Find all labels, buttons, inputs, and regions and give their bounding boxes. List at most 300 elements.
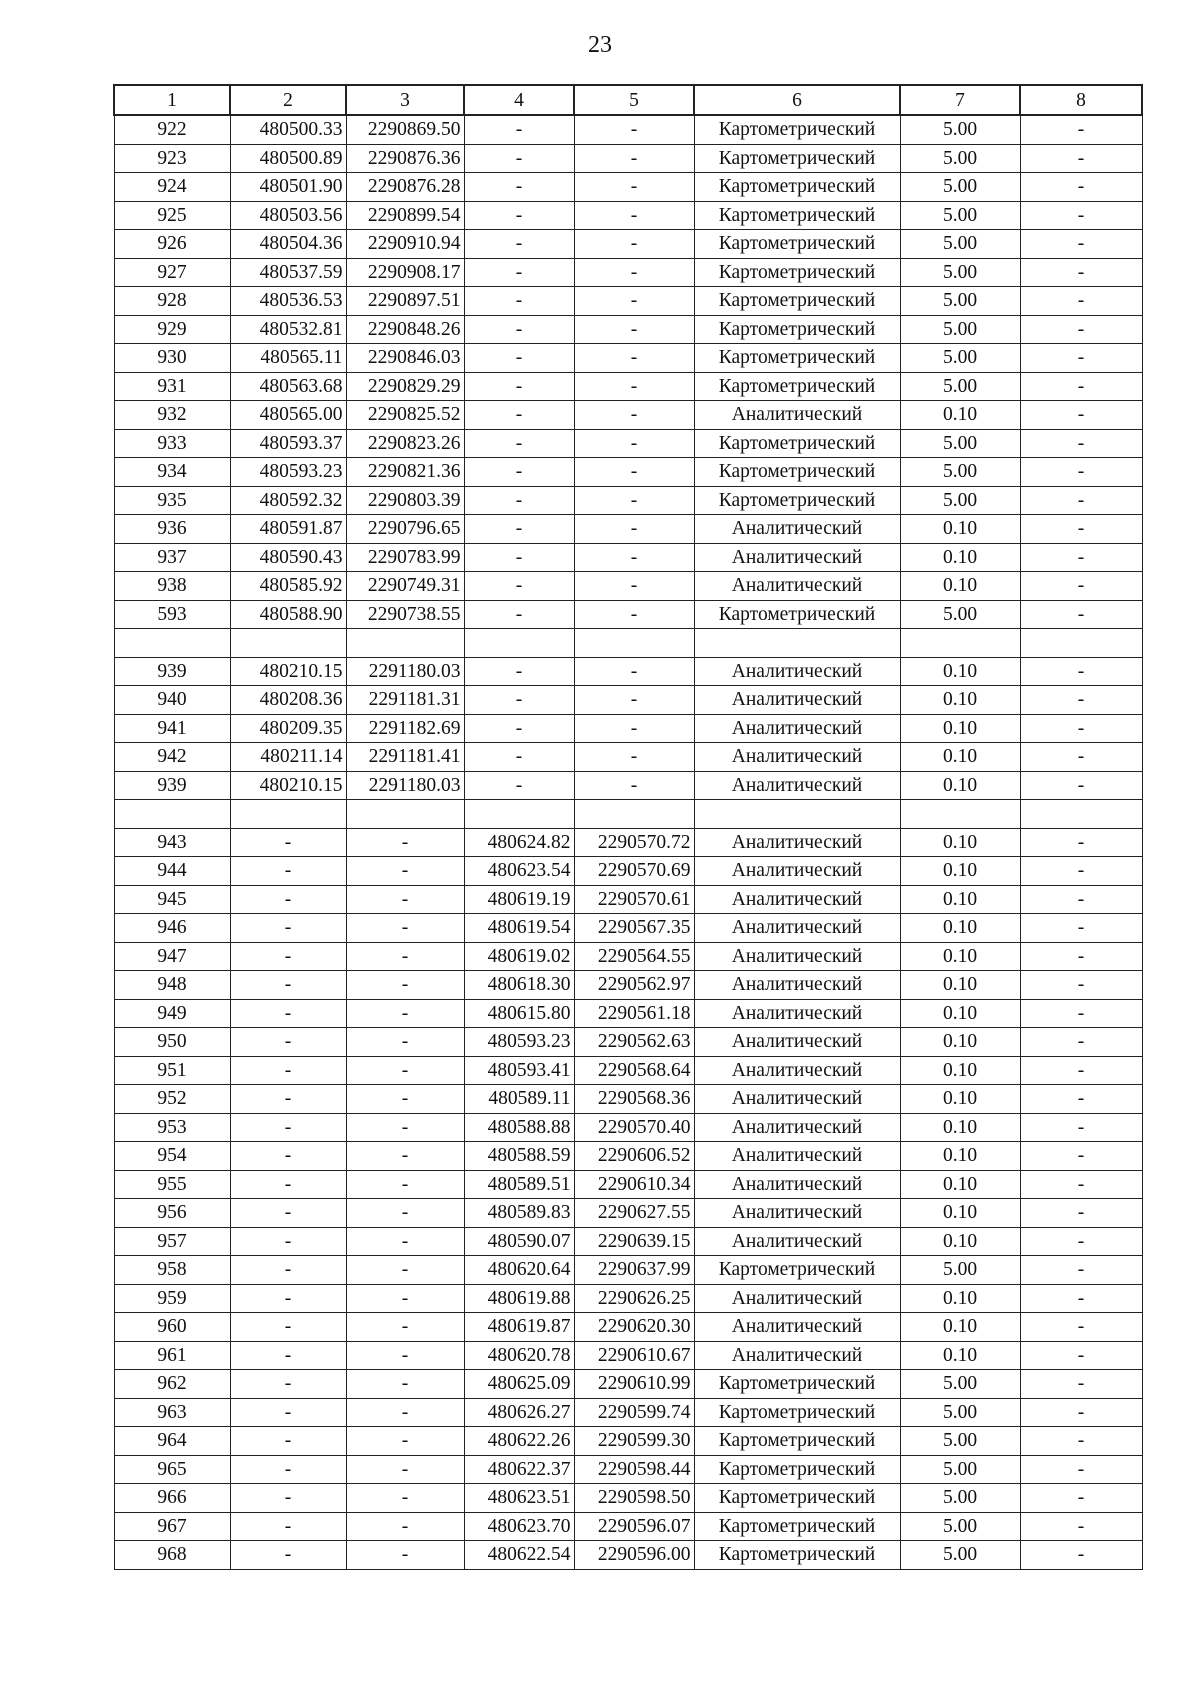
description-cell	[1020, 629, 1142, 658]
accuracy-cell: 5.00	[900, 486, 1020, 515]
table-row	[114, 999, 1142, 1028]
y-coord-alt-cell: 2290620.30	[574, 1313, 694, 1342]
description-cell: -	[1020, 885, 1142, 914]
x-coord-cell: 480208.36	[230, 686, 346, 715]
x-coord-cell: 480209.35	[230, 714, 346, 743]
y-coord-cell: -	[346, 1113, 464, 1142]
y-coord-alt-cell: -	[574, 173, 694, 202]
x-coord-alt-cell: 480620.78	[464, 1341, 574, 1370]
y-coord-cell: -	[346, 1370, 464, 1399]
point-number-cell: 964	[114, 1427, 230, 1456]
method-cell: Картометрический	[694, 201, 900, 230]
method-cell: Картометрический	[694, 458, 900, 487]
description-cell: -	[1020, 258, 1142, 287]
method-cell: Аналитический	[694, 914, 900, 943]
column-header-2: 2	[230, 85, 346, 115]
point-number-cell: 929	[114, 315, 230, 344]
description-cell: -	[1020, 287, 1142, 316]
page-number: 23	[588, 32, 612, 58]
accuracy-cell: 0.10	[900, 771, 1020, 800]
y-coord-alt-cell: -	[574, 230, 694, 259]
method-cell: Картометрический	[694, 344, 900, 373]
x-coord-cell: -	[230, 828, 346, 857]
x-coord-cell: 480588.90	[230, 600, 346, 629]
description-cell: -	[1020, 372, 1142, 401]
method-cell: Аналитический	[694, 657, 900, 686]
accuracy-cell: 0.10	[900, 1341, 1020, 1370]
method-cell: Аналитический	[694, 1199, 900, 1228]
y-coord-cell: 2290846.03	[346, 344, 464, 373]
method-cell: Аналитический	[694, 1170, 900, 1199]
table-row	[114, 344, 1142, 373]
table-row	[114, 971, 1142, 1000]
point-number-cell: 943	[114, 828, 230, 857]
description-cell: -	[1020, 771, 1142, 800]
table-row	[114, 1484, 1142, 1513]
method-cell: Картометрический	[694, 372, 900, 401]
table-row	[114, 1541, 1142, 1570]
x-coord-cell: -	[230, 1284, 346, 1313]
x-coord-cell: -	[230, 971, 346, 1000]
accuracy-cell: 5.00	[900, 1484, 1020, 1513]
table-row	[114, 942, 1142, 971]
x-coord-cell: 480532.81	[230, 315, 346, 344]
x-coord-alt-cell: -	[464, 401, 574, 430]
x-coord-cell: -	[230, 857, 346, 886]
accuracy-cell: 5.00	[900, 1541, 1020, 1570]
y-coord-alt-cell: -	[574, 657, 694, 686]
description-cell: -	[1020, 115, 1142, 144]
x-coord-cell: -	[230, 1170, 346, 1199]
description-cell: -	[1020, 572, 1142, 601]
point-number-cell: 939	[114, 657, 230, 686]
point-number-cell: 950	[114, 1028, 230, 1057]
x-coord-alt-cell: -	[464, 429, 574, 458]
x-coord-alt-cell: -	[464, 771, 574, 800]
x-coord-alt-cell: 480593.23	[464, 1028, 574, 1057]
y-coord-cell: -	[346, 1085, 464, 1114]
table-row	[114, 115, 1142, 144]
description-cell: -	[1020, 1541, 1142, 1570]
x-coord-alt-cell: 480589.83	[464, 1199, 574, 1228]
accuracy-cell: 0.10	[900, 857, 1020, 886]
point-number-cell: 925	[114, 201, 230, 230]
x-coord-alt-cell: -	[464, 458, 574, 487]
x-coord-alt-cell: 480588.88	[464, 1113, 574, 1142]
description-cell: -	[1020, 230, 1142, 259]
method-cell	[694, 629, 900, 658]
accuracy-cell: 0.10	[900, 1313, 1020, 1342]
description-cell: -	[1020, 600, 1142, 629]
table-row	[114, 857, 1142, 886]
point-number-cell: 962	[114, 1370, 230, 1399]
x-coord-alt-cell: -	[464, 714, 574, 743]
table-row	[114, 543, 1142, 572]
table-row	[114, 714, 1142, 743]
method-cell	[694, 800, 900, 829]
description-cell: -	[1020, 1341, 1142, 1370]
accuracy-cell: 5.00	[900, 1427, 1020, 1456]
point-number-cell: 963	[114, 1398, 230, 1427]
y-coord-cell: -	[346, 1284, 464, 1313]
y-coord-cell: 2290821.36	[346, 458, 464, 487]
x-coord-alt-cell: -	[464, 686, 574, 715]
point-number-cell: 961	[114, 1341, 230, 1370]
column-header-3: 3	[346, 85, 464, 115]
x-coord-cell: -	[230, 1484, 346, 1513]
method-cell: Картометрический	[694, 258, 900, 287]
y-coord-alt-cell: 2290562.97	[574, 971, 694, 1000]
point-number-cell: 949	[114, 999, 230, 1028]
y-coord-alt-cell: 2290568.64	[574, 1056, 694, 1085]
x-coord-cell: -	[230, 999, 346, 1028]
description-cell: -	[1020, 1170, 1142, 1199]
table-row	[114, 1313, 1142, 1342]
method-cell: Картометрический	[694, 173, 900, 202]
y-coord-cell: 2291181.41	[346, 743, 464, 772]
accuracy-cell: 0.10	[900, 885, 1020, 914]
point-number-cell: 931	[114, 372, 230, 401]
method-cell: Аналитический	[694, 999, 900, 1028]
accuracy-cell: 0.10	[900, 1284, 1020, 1313]
accuracy-cell: 5.00	[900, 344, 1020, 373]
y-coord-alt-cell: -	[574, 429, 694, 458]
y-coord-cell: -	[346, 1541, 464, 1570]
point-number-cell: 593	[114, 600, 230, 629]
point-number-cell: 924	[114, 173, 230, 202]
point-number-cell: 934	[114, 458, 230, 487]
point-number-cell: 927	[114, 258, 230, 287]
y-coord-alt-cell: 2290570.40	[574, 1113, 694, 1142]
accuracy-cell: 0.10	[900, 942, 1020, 971]
y-coord-cell: -	[346, 1256, 464, 1285]
y-coord-cell: 2291180.03	[346, 657, 464, 686]
point-number-cell: 965	[114, 1455, 230, 1484]
x-coord-cell: -	[230, 1370, 346, 1399]
column-header-6: 6	[694, 85, 900, 115]
y-coord-cell: 2290899.54	[346, 201, 464, 230]
method-cell: Аналитический	[694, 971, 900, 1000]
y-coord-alt-cell: -	[574, 486, 694, 515]
x-coord-cell: -	[230, 1227, 346, 1256]
accuracy-cell: 5.00	[900, 287, 1020, 316]
x-coord-alt-cell: 480625.09	[464, 1370, 574, 1399]
x-coord-cell: -	[230, 1341, 346, 1370]
separator-row	[114, 800, 1142, 829]
accuracy-cell: 5.00	[900, 458, 1020, 487]
description-cell: -	[1020, 1370, 1142, 1399]
description-cell: -	[1020, 1512, 1142, 1541]
point-number-cell: 967	[114, 1512, 230, 1541]
table-row	[114, 771, 1142, 800]
x-coord-alt-cell: 480619.02	[464, 942, 574, 971]
description-cell: -	[1020, 1427, 1142, 1456]
y-coord-alt-cell: -	[574, 344, 694, 373]
y-coord-cell: -	[346, 1028, 464, 1057]
y-coord-cell: -	[346, 1512, 464, 1541]
x-coord-cell: -	[230, 1142, 346, 1171]
description-cell: -	[1020, 714, 1142, 743]
description-cell: -	[1020, 1398, 1142, 1427]
x-coord-alt-cell: 480619.87	[464, 1313, 574, 1342]
table-row	[114, 144, 1142, 173]
point-number-cell: 953	[114, 1113, 230, 1142]
y-coord-cell: 2290910.94	[346, 230, 464, 259]
table-row	[114, 885, 1142, 914]
y-coord-alt-cell: -	[574, 600, 694, 629]
description-cell: -	[1020, 1199, 1142, 1228]
x-coord-cell: 480593.23	[230, 458, 346, 487]
point-number-cell: 942	[114, 743, 230, 772]
description-cell: -	[1020, 429, 1142, 458]
y-coord-alt-cell: 2290599.74	[574, 1398, 694, 1427]
y-coord-alt-cell: 2290598.50	[574, 1484, 694, 1513]
description-cell: -	[1020, 743, 1142, 772]
accuracy-cell: 5.00	[900, 144, 1020, 173]
table-row	[114, 1341, 1142, 1370]
accuracy-cell: 0.10	[900, 1142, 1020, 1171]
description-cell: -	[1020, 1113, 1142, 1142]
method-cell: Картометрический	[694, 486, 900, 515]
point-number-cell: 937	[114, 543, 230, 572]
y-coord-cell: 2290803.39	[346, 486, 464, 515]
y-coord-cell: -	[346, 885, 464, 914]
x-coord-alt-cell: 480624.82	[464, 828, 574, 857]
x-coord-alt-cell	[464, 800, 574, 829]
y-coord-alt-cell: 2290610.67	[574, 1341, 694, 1370]
y-coord-alt-cell: -	[574, 144, 694, 173]
point-number-cell: 948	[114, 971, 230, 1000]
method-cell: Аналитический	[694, 1056, 900, 1085]
table-row	[114, 1142, 1142, 1171]
point-number-cell: 960	[114, 1313, 230, 1342]
accuracy-cell: 0.10	[900, 1227, 1020, 1256]
x-coord-alt-cell: 480590.07	[464, 1227, 574, 1256]
method-cell: Аналитический	[694, 771, 900, 800]
accuracy-cell: 5.00	[900, 230, 1020, 259]
description-cell: -	[1020, 971, 1142, 1000]
description-cell: -	[1020, 1085, 1142, 1114]
table-row	[114, 372, 1142, 401]
point-number-cell	[114, 800, 230, 829]
table-row	[114, 258, 1142, 287]
method-cell: Картометрический	[694, 1427, 900, 1456]
point-number-cell: 946	[114, 914, 230, 943]
y-coord-alt-cell: 2290610.34	[574, 1170, 694, 1199]
table-row	[114, 173, 1142, 202]
accuracy-cell: 0.10	[900, 515, 1020, 544]
accuracy-cell: 5.00	[900, 173, 1020, 202]
header-row	[114, 85, 1142, 115]
x-coord-alt-cell: 480623.70	[464, 1512, 574, 1541]
method-cell: Аналитический	[694, 743, 900, 772]
description-cell: -	[1020, 857, 1142, 886]
y-coord-alt-cell: -	[574, 315, 694, 344]
y-coord-cell: 2290796.65	[346, 515, 464, 544]
description-cell: -	[1020, 1455, 1142, 1484]
point-number-cell: 947	[114, 942, 230, 971]
x-coord-alt-cell: -	[464, 258, 574, 287]
method-cell: Картометрический	[694, 1541, 900, 1570]
y-coord-alt-cell: -	[574, 743, 694, 772]
x-coord-cell: -	[230, 1028, 346, 1057]
x-coord-alt-cell: -	[464, 287, 574, 316]
method-cell: Картометрический	[694, 1398, 900, 1427]
x-coord-cell: -	[230, 914, 346, 943]
description-cell: -	[1020, 1227, 1142, 1256]
y-coord-cell: 2291181.31	[346, 686, 464, 715]
method-cell: Картометрический	[694, 1256, 900, 1285]
method-cell: Аналитический	[694, 885, 900, 914]
accuracy-cell: 5.00	[900, 372, 1020, 401]
description-cell: -	[1020, 828, 1142, 857]
table-row	[114, 1512, 1142, 1541]
table-row	[114, 1199, 1142, 1228]
x-coord-alt-cell: 480589.11	[464, 1085, 574, 1114]
accuracy-cell: 5.00	[900, 1370, 1020, 1399]
x-coord-cell: 480585.92	[230, 572, 346, 601]
x-coord-alt-cell: -	[464, 201, 574, 230]
point-number-cell: 933	[114, 429, 230, 458]
description-cell: -	[1020, 1313, 1142, 1342]
table-row	[114, 287, 1142, 316]
method-cell: Картометрический	[694, 144, 900, 173]
x-coord-alt-cell: 480615.80	[464, 999, 574, 1028]
accuracy-cell: 0.10	[900, 1170, 1020, 1199]
method-cell: Аналитический	[694, 401, 900, 430]
x-coord-cell: 480536.53	[230, 287, 346, 316]
accuracy-cell: 0.10	[900, 686, 1020, 715]
y-coord-cell: 2291180.03	[346, 771, 464, 800]
point-number-cell: 926	[114, 230, 230, 259]
x-coord-alt-cell: -	[464, 515, 574, 544]
x-coord-alt-cell: 480618.30	[464, 971, 574, 1000]
x-coord-alt-cell: -	[464, 173, 574, 202]
column-header-5: 5	[574, 85, 694, 115]
x-coord-alt-cell: -	[464, 543, 574, 572]
table-row	[114, 1398, 1142, 1427]
y-coord-cell: -	[346, 857, 464, 886]
y-coord-cell: -	[346, 1313, 464, 1342]
x-coord-cell: -	[230, 1056, 346, 1085]
description-cell: -	[1020, 344, 1142, 373]
y-coord-cell: 2291182.69	[346, 714, 464, 743]
accuracy-cell: 0.10	[900, 971, 1020, 1000]
x-coord-alt-cell: 480593.41	[464, 1056, 574, 1085]
y-coord-cell: -	[346, 914, 464, 943]
x-coord-alt-cell: -	[464, 144, 574, 173]
y-coord-alt-cell: 2290637.99	[574, 1256, 694, 1285]
accuracy-cell: 5.00	[900, 1398, 1020, 1427]
x-coord-cell: 480504.36	[230, 230, 346, 259]
table-row	[114, 1455, 1142, 1484]
x-coord-alt-cell: 480622.54	[464, 1541, 574, 1570]
table-row	[114, 515, 1142, 544]
x-coord-cell: -	[230, 1113, 346, 1142]
point-number-cell	[114, 629, 230, 658]
table-row	[114, 1370, 1142, 1399]
method-cell: Аналитический	[694, 515, 900, 544]
x-coord-alt-cell	[464, 629, 574, 658]
x-coord-cell: 480210.15	[230, 771, 346, 800]
table-row	[114, 1113, 1142, 1142]
table-body	[114, 115, 1142, 1569]
accuracy-cell: 5.00	[900, 115, 1020, 144]
description-cell: -	[1020, 144, 1142, 173]
table-row	[114, 657, 1142, 686]
y-coord-alt-cell: 2290570.61	[574, 885, 694, 914]
y-coord-alt-cell: -	[574, 572, 694, 601]
accuracy-cell: 5.00	[900, 1256, 1020, 1285]
description-cell: -	[1020, 1484, 1142, 1513]
accuracy-cell: 5.00	[900, 315, 1020, 344]
y-coord-alt-cell: 2290567.35	[574, 914, 694, 943]
y-coord-alt-cell: 2290598.44	[574, 1455, 694, 1484]
x-coord-cell: 480590.43	[230, 543, 346, 572]
description-cell: -	[1020, 1028, 1142, 1057]
point-number-cell: 959	[114, 1284, 230, 1313]
column-header-8: 8	[1020, 85, 1142, 115]
accuracy-cell: 0.10	[900, 543, 1020, 572]
point-number-cell: 966	[114, 1484, 230, 1513]
accuracy-cell: 5.00	[900, 429, 1020, 458]
y-coord-alt-cell: -	[574, 372, 694, 401]
accuracy-cell: 0.10	[900, 743, 1020, 772]
accuracy-cell: 0.10	[900, 914, 1020, 943]
method-cell: Аналитический	[694, 1313, 900, 1342]
table-row	[114, 600, 1142, 629]
method-cell: Аналитический	[694, 1227, 900, 1256]
x-coord-alt-cell: 480588.59	[464, 1142, 574, 1171]
x-coord-cell: 480591.87	[230, 515, 346, 544]
y-coord-cell: -	[346, 828, 464, 857]
table-row	[114, 230, 1142, 259]
y-coord-cell: -	[346, 999, 464, 1028]
method-cell: Аналитический	[694, 1142, 900, 1171]
table-row	[114, 686, 1142, 715]
x-coord-alt-cell: -	[464, 572, 574, 601]
table-row	[114, 1170, 1142, 1199]
accuracy-cell: 0.10	[900, 1085, 1020, 1114]
y-coord-cell: -	[346, 1056, 464, 1085]
point-number-cell: 944	[114, 857, 230, 886]
y-coord-cell: -	[346, 1170, 464, 1199]
y-coord-alt-cell: 2290627.55	[574, 1199, 694, 1228]
method-cell: Аналитический	[694, 1113, 900, 1142]
x-coord-cell: 480537.59	[230, 258, 346, 287]
method-cell: Аналитический	[694, 714, 900, 743]
x-coord-cell: -	[230, 1512, 346, 1541]
description-cell: -	[1020, 201, 1142, 230]
y-coord-cell: -	[346, 1341, 464, 1370]
accuracy-cell: 0.10	[900, 572, 1020, 601]
accuracy-cell: 0.10	[900, 999, 1020, 1028]
table-row	[114, 401, 1142, 430]
y-coord-alt-cell: -	[574, 401, 694, 430]
y-coord-alt-cell: 2290596.07	[574, 1512, 694, 1541]
accuracy-cell	[900, 800, 1020, 829]
table-row	[114, 1227, 1142, 1256]
method-cell: Картометрический	[694, 1484, 900, 1513]
x-coord-cell: 480593.37	[230, 429, 346, 458]
x-coord-alt-cell: 480589.51	[464, 1170, 574, 1199]
x-coord-cell	[230, 629, 346, 658]
y-coord-cell: 2290749.31	[346, 572, 464, 601]
x-coord-cell: 480500.33	[230, 115, 346, 144]
x-coord-alt-cell: -	[464, 600, 574, 629]
point-number-cell: 955	[114, 1170, 230, 1199]
table-row	[114, 458, 1142, 487]
